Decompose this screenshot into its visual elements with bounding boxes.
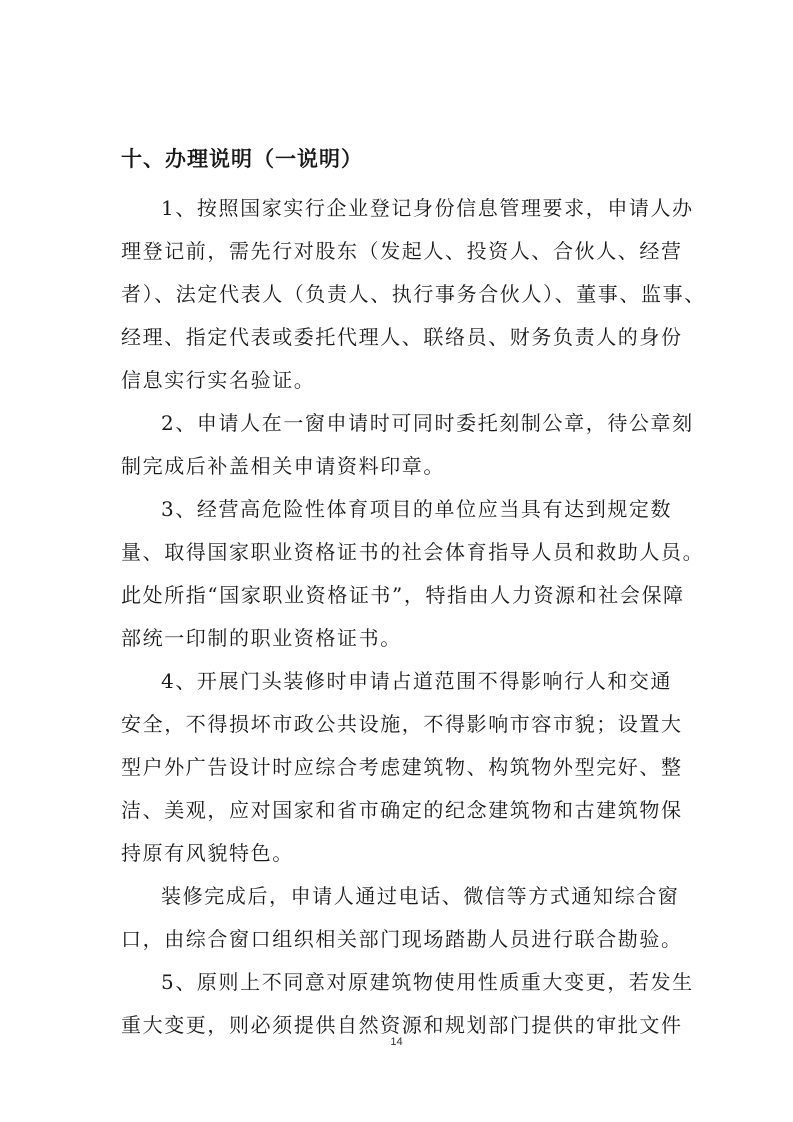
paragraph-line: 量、取得国家职业资格证书的社会体育指导人员和救助人员。 xyxy=(121,540,705,564)
paragraph-line: 制完成后补盖相关申请资料印章。 xyxy=(121,454,445,478)
paragraph-line: 5、原则上不同意对原建筑物使用性质重大变更，若发生 xyxy=(161,970,694,994)
paragraph-line: 此处所指“国家职业资格证书”，特指由人力资源和社会保障 xyxy=(121,583,685,607)
paragraph-line: 经理、指定代表或委托代理人、联络员、财务负责人的身份 xyxy=(121,325,683,349)
paragraph-line: 型户外广告设计时应综合考虑建筑物、构筑物外型完好、整 xyxy=(121,755,683,779)
section-heading: 十、办理说明（一说明） xyxy=(121,147,363,171)
paragraph-line: 装修完成后，申请人通过电话、微信等方式通知综合窗 xyxy=(161,884,680,908)
paragraph-line: 重大变更，则必须提供自然资源和规划部门提供的审批文件 xyxy=(121,1013,683,1037)
page-number: 14 xyxy=(390,1036,403,1048)
paragraph-line: 1、按照国家实行企业登记身份信息管理要求，申请人办 xyxy=(161,196,694,220)
paragraph-line: 洁、美观，应对国家和省市确定的纪念建筑物和古建筑物保 xyxy=(121,798,683,822)
paragraph-line: 2、申请人在一窗申请时可同时委托刻制公章，待公章刻 xyxy=(161,411,694,435)
paragraph-line: 安全，不得损坏市政公共设施，不得影响市容市貌；设置大 xyxy=(121,712,683,736)
paragraph-line: 持原有风貌特色。 xyxy=(121,841,294,865)
paragraph-line: 信息实行实名验证。 xyxy=(121,368,316,392)
paragraph-line: 理登记前，需先行对股东（发起人、投资人、合伙人、经营 xyxy=(121,239,683,263)
paragraph-line: 3、经营高危险性体育项目的单位应当具有达到规定数 xyxy=(161,497,673,521)
paragraph-line: 者）、法定代表人（负责人、执行事务合伙人）、董事、监事、 xyxy=(121,282,706,306)
paragraph-line: 口，由综合窗口组织相关部门现场踏勘人员进行联合勘验。 xyxy=(121,927,683,951)
paragraph-line: 4、开展门头装修时申请占道范围不得影响行人和交通 xyxy=(161,669,673,693)
paragraph-line: 部统一印制的职业资格证书。 xyxy=(121,626,402,650)
